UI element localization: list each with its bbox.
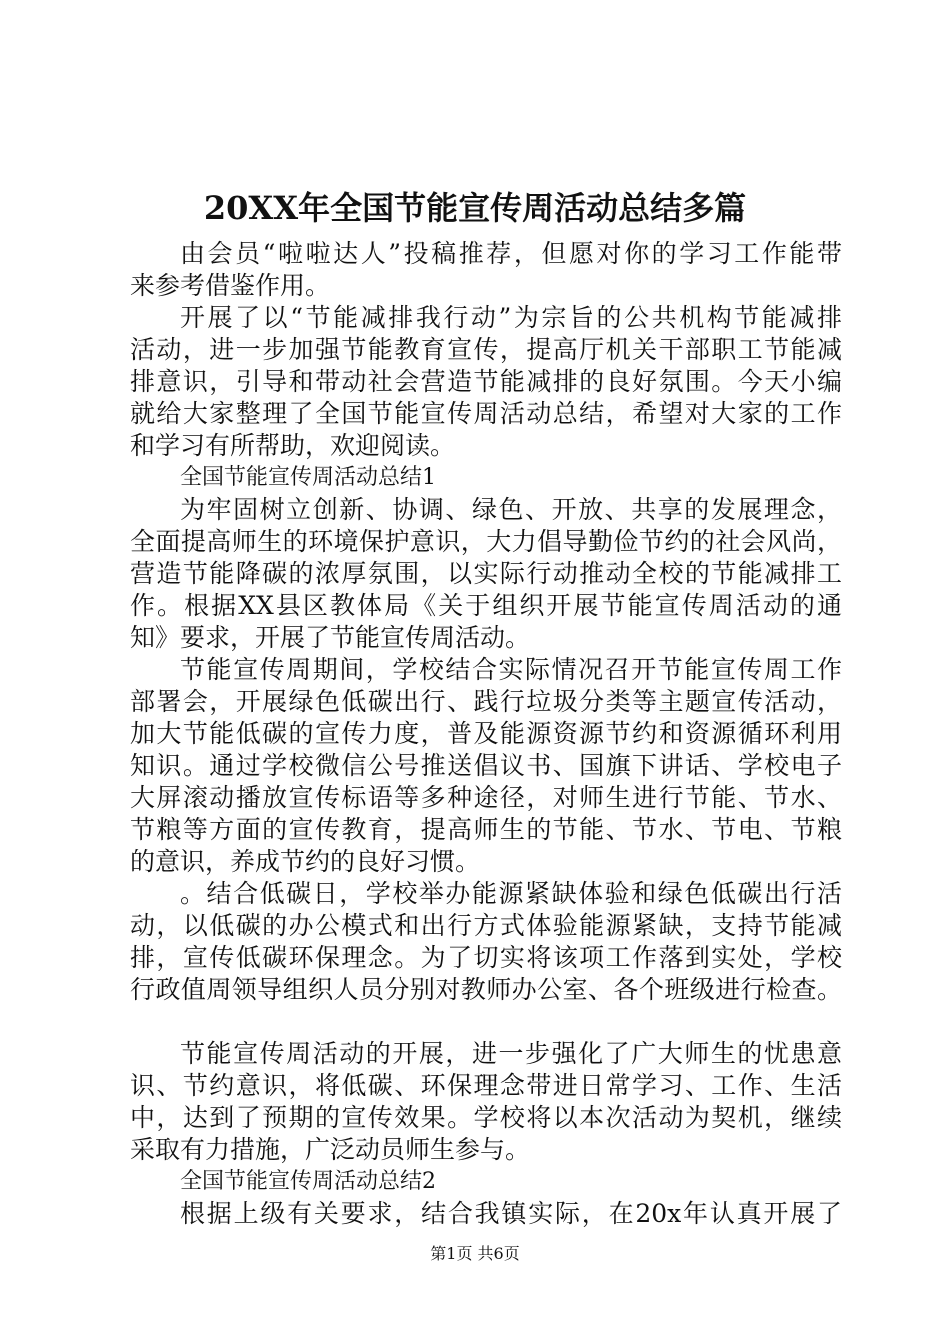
paragraph-line: 中，达到了预期的宣传效果。学校将以本次活动为契机，继续 xyxy=(130,1103,842,1132)
paragraph-line: 全面提高师生的环境保护意识，大力倡导勤俭节约的社会风尚， xyxy=(130,527,842,556)
paragraph-line: 知识。通过学校微信公号推送倡议书、国旗下讲话、学校电子 xyxy=(130,751,842,780)
paragraph-line: 由会员“啦啦达人”投稿推荐，但愿对你的学习工作能带 xyxy=(180,239,842,268)
paragraph-line: 根据上级有关要求，结合我镇实际，在20x年认真开展了 xyxy=(180,1199,842,1228)
document-title: 20XX年全国节能宣传周活动总结多篇 xyxy=(203,189,747,227)
paragraph-line: 加大节能低碳的宣传力度，普及能源资源节约和资源循环利用 xyxy=(130,719,842,748)
paragraph-line: 知》要求，开展了节能宣传周活动。 xyxy=(130,623,531,652)
paragraph-line: 采取有力措施，广泛动员师生参与。 xyxy=(130,1135,531,1164)
paragraph-line: 就给大家整理了全国节能宣传周活动总结，希望对大家的工作 xyxy=(130,399,842,428)
section-heading: 全国节能宣传周活动总结1 xyxy=(180,465,436,490)
paragraph-line: 行政值周领导组织人员分别对教师办公室、各个班级进行检查。 xyxy=(130,975,842,1004)
paragraph-line: 节能宣传周期间，学校结合实际情况召开节能宣传周工作 xyxy=(180,655,842,684)
paragraph-line: 动，以低碳的办公模式和出行方式体验能源紧缺，支持节能减 xyxy=(130,911,842,940)
paragraph-line: 作。根据XX县区教体局《关于组织开展节能宣传周活动的通 xyxy=(130,591,842,620)
paragraph-line: 节粮等方面的宣传教育，提高师生的节能、节水、节电、节粮 xyxy=(130,815,842,844)
paragraph-line: 排，宣传低碳环保理念。为了切实将该项工作落到实处，学校 xyxy=(130,943,842,972)
paragraph-line: 和学习有所帮助，欢迎阅读。 xyxy=(130,431,456,460)
paragraph-line: 。结合低碳日，学校举办能源紧缺体验和绿色低碳出行活 xyxy=(180,879,842,908)
paragraph-line: 识、节约意识，将低碳、环保理念带进日常学习、工作、生活 xyxy=(130,1071,842,1100)
paragraph-line: 为牢固树立创新、协调、绿色、开放、共享的发展理念， xyxy=(180,495,842,524)
document-body xyxy=(130,238,842,1230)
blank-line xyxy=(130,1006,842,1038)
paragraph-line: 节能宣传周活动的开展，进一步强化了广大师生的忧患意 xyxy=(180,1039,842,1068)
paragraph-line: 排意识，引导和带动社会营造节能减排的良好氛围。今天小编 xyxy=(130,367,842,396)
section-heading: 全国节能宣传周活动总结2 xyxy=(180,1169,436,1194)
paragraph-line: 营造节能降碳的浓厚氛围，以实际行动推动全校的节能减排工 xyxy=(130,559,842,588)
paragraph-line: 开展了以“节能减排我行动”为宗旨的公共机构节能减排 xyxy=(180,303,842,332)
paragraph-line: 大屏滚动播放宣传标语等多种途径，对师生进行节能、节水、 xyxy=(130,783,842,812)
paragraph-line: 的意识，养成节约的良好习惯。 xyxy=(130,847,481,876)
paragraph-line: 活动，进一步加强节能教育宣传，提高厅机关干部职工节能减 xyxy=(130,335,842,364)
paragraph-line: 来参考借鉴作用。 xyxy=(130,271,331,300)
page-footer: 第1页 共6页 xyxy=(430,1244,520,1263)
paragraph-line: 部署会，开展绿色低碳出行、践行垃圾分类等主题宣传活动， xyxy=(130,687,842,716)
